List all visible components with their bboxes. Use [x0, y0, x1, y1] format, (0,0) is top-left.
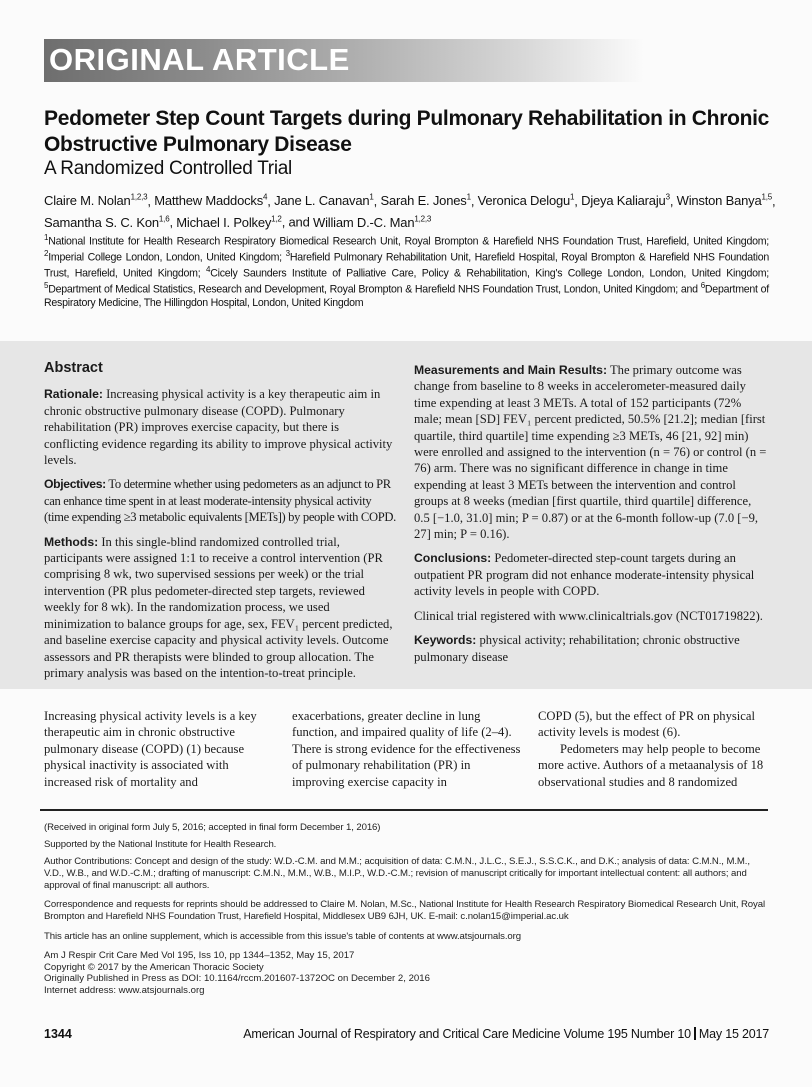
journal-footer: American Journal of Respiratory and Critical Care Medicine Volume 195 Number 10 May 15 2017 [243, 1027, 769, 1041]
abstract-conclusions: Conclusions: Pedometer-directed step-count targets during an outpatient PR program did not enhance moderate-intensity physical activity levels in people with COPD. [414, 551, 755, 599]
author: William D.-C. Man$^{1,2,3}$ [313, 214, 432, 230]
author: Samantha S. C. Kon$^{1,6}$ [44, 214, 170, 230]
publication-info [44, 950, 430, 996]
author: Jane L. Canavan$^1$ [274, 193, 374, 209]
author-contributions: Author Contributions: Concept and design of the study: W.D.-C.M. and M.M.; acquisition of data: C.M.N., J.L.C., S.E.J., S.S.C.K., and D.K.; analysis of data: C.M.N., M.M., V.D., W.B., and W.D.-C.M.; drafting of manuscript: C.M.N., M.M., W.B., M.I.P., W.D.-C.M.; revision of manuscript critically for important intellectual content: all authors; and approval of final manuscript: all authors. [44, 856, 750, 892]
affiliations: $^1$National Institute for Health Research Respiratory Biomedical Research Unit, Royal Brompton & Harefield NHS Foundation Trust, Harefield, United Kingdom; $^2$Imperial College London, London, United Kingdom; $^3$Harefield Pulmonary Rehabilitation Unit, Harefield Hospital, Royal Brompton & Harefield NHS Foundation Trust, Harefield, United Kingdom; $^4$Cicely Saunders Institute of Palliative Care, Policy & Rehabilitation, King's College London, London, United Kingdom; $^5$Department of Medical Statistics, Research and Development, Royal Brompton & Harefield NHS Foundation Trust, London, United Kingdom; and $^6$Department of Respiratory Medicine, The Hillingdon Hospital, London, United Kingdom [44, 233, 770, 309]
abstract-keywords: Keywords: physical activity; rehabilitation; chronic obstructive pulmonary disease [414, 633, 740, 664]
author: Djeya Kaliaraju$^3$ [581, 193, 670, 209]
supplement-note: This article has an online supplement, which is accessible from this issue's table of contents at www.atsjournals.org [44, 931, 521, 942]
author: Michael I. Polkey$^{1,2}$ [176, 214, 282, 230]
author-list: Claire M. Nolan$^{1,2,3}$, Matthew Maddocks$^4$, Jane L. Canavan$^1$, Sarah E. Jones$^1$, Veronica Delogu$^1$, Djeya Kaliaraju$^3$, Winston Banya$^{1,5}$, Samantha S. C. Kon$^{1,6}$, Michael I. Polkey$^{1,2}$, and William D.-C. Man$^{1,2,3}$ [44, 193, 776, 230]
received-dates: (Received in original form July 5, 2016; accepted in final form December 1, 2016) [44, 822, 381, 833]
article-subtitle: A Randomized Controlled Trial [44, 158, 292, 179]
body-column-3 [538, 708, 770, 790]
body-paragraph: COPD (5), but the effect of PR on physical activity levels is modest (6). [538, 709, 755, 740]
body-paragraph: Pedometers may help people to become more active. Authors of a metaanalysis of 18 observational studies and 8 randomized [538, 741, 764, 789]
page-number: 1344 [44, 1027, 72, 1041]
author: Winston Banya$^{1,5}$ [676, 193, 773, 209]
funding-note: Supported by the National Institute for Health Research. [44, 839, 277, 850]
author: Sarah E. Jones$^1$ [380, 193, 471, 209]
doi: Originally Published in Press as DOI: 10.1164/rccm.201607-1372OC on December 2, 2016 [44, 973, 430, 985]
internet-address: Internet address: www.atsjournals.org [44, 984, 205, 996]
body-column-2 [292, 708, 524, 790]
abstract-right-column [414, 362, 770, 673]
separator-bar [694, 1027, 696, 1040]
copyright: Copyright © 2017 by the American Thoracic Society [44, 961, 264, 973]
author: Veronica Delogu$^1$ [477, 193, 575, 209]
abstract-rationale: Rationale: Increasing physical activity is a key therapeutic aim in chronic obstructive pulmonary disease (COPD). Pulmonary rehabilitation (PR) improves exercise capacity, but there is conflicting evidence regarding its ability to improve physical activity levels. [44, 387, 393, 468]
body-paragraph: exacerbations, greater decline in lung function, and impaired quality of life (2–4). There is strong evidence for the effectiveness of pulmonary rehabilitation (PR) in improving exercise capacity in [292, 709, 521, 789]
article-type-label: ORIGINAL ARTICLE [49, 42, 350, 77]
footnote-divider [40, 809, 768, 811]
article-title: Pedometer Step Count Targets during Pulmonary Rehabilitation in Chronic Obstructive Pulmonary Disease [44, 107, 770, 156]
citation: Am J Respir Crit Care Med Vol 195, Iss 10, pp 1344–1352, May 15, 2017 [44, 950, 355, 961]
author: Matthew Maddocks$^4$ [154, 193, 268, 209]
author: Claire M. Nolan$^{1,2,3}$ [44, 193, 148, 209]
abstract-methods: Methods: In this single-blind randomized controlled trial, participants were assigned 1:1 to receive a control intervention (PR comprising 8 wk, two supervised sessions per week) or the trial intervention (PR plus pedometer-directed step targets, reviewed weekly for 8 wk). In the randomization process, we used minimization to balance groups for age, sex, FEV₁ percent predicted, and baseline exercise capacity and physical activity levels. Outcome assessors and PR therapists were blinded to group allocation. The primary analysis was based on the intention-to-treat principle. [44, 534, 393, 680]
article-type-banner [44, 39, 644, 82]
abstract-heading: Abstract [44, 360, 103, 376]
abstract-results: Measurements and Main Results: The primary outcome was change from baseline to 8 weeks in accelerometer-measured daily time expending at least 3 METs. A total of 152 participants (72% male; mean [SD] FEV₁ percent predicted, 50.5% [21.2]; median [first quartile, third quartile] time expending ≥3 METs, 46 [21, 92] min) were enrolled and assigned to the intervention (n = 76) or control (n = 76) arm. There was no significant difference in change in time expending at least 3 METs between the intervention and control groups at 8 weeks (median [first quartile, third quartile] difference, 0.5 [−1.0, 31.0] min; P = 0.87) or at the 6-month follow-up (7.0 [−9, 27] min; P = 0.16). [414, 363, 767, 542]
abstract-left-column [44, 360, 396, 689]
correspondence: Correspondence and requests for reprints should be addressed to Claire M. Nolan, M.Sc., National Institute for Health Research Respiratory Biomedical Research Unit, Royal Brompton and Harefield NHS Foundation Trust, Harefield Hospital, Middlesex UB9 6JH, UK. E-mail: c.nolan15@imperial.ac.uk [44, 899, 766, 923]
trial-registration: Clinical trial registered with www.clinicaltrials.gov (NCT01719822). [414, 608, 763, 623]
body-column-1 [44, 708, 276, 790]
body-paragraph: Increasing physical activity levels is a key therapeutic aim in chronic obstructive pulmonary disease (COPD) (1) because physical inactivity is associated with increased risk of mortality and [44, 709, 257, 789]
abstract-objectives: Objectives: To determine whether using pedometers as an adjunct to PR can enhance time spent in at least moderate-intensity physical activity (time expending ≥3 metabolic equivalents [METs]) by people with COPD. [44, 477, 396, 525]
